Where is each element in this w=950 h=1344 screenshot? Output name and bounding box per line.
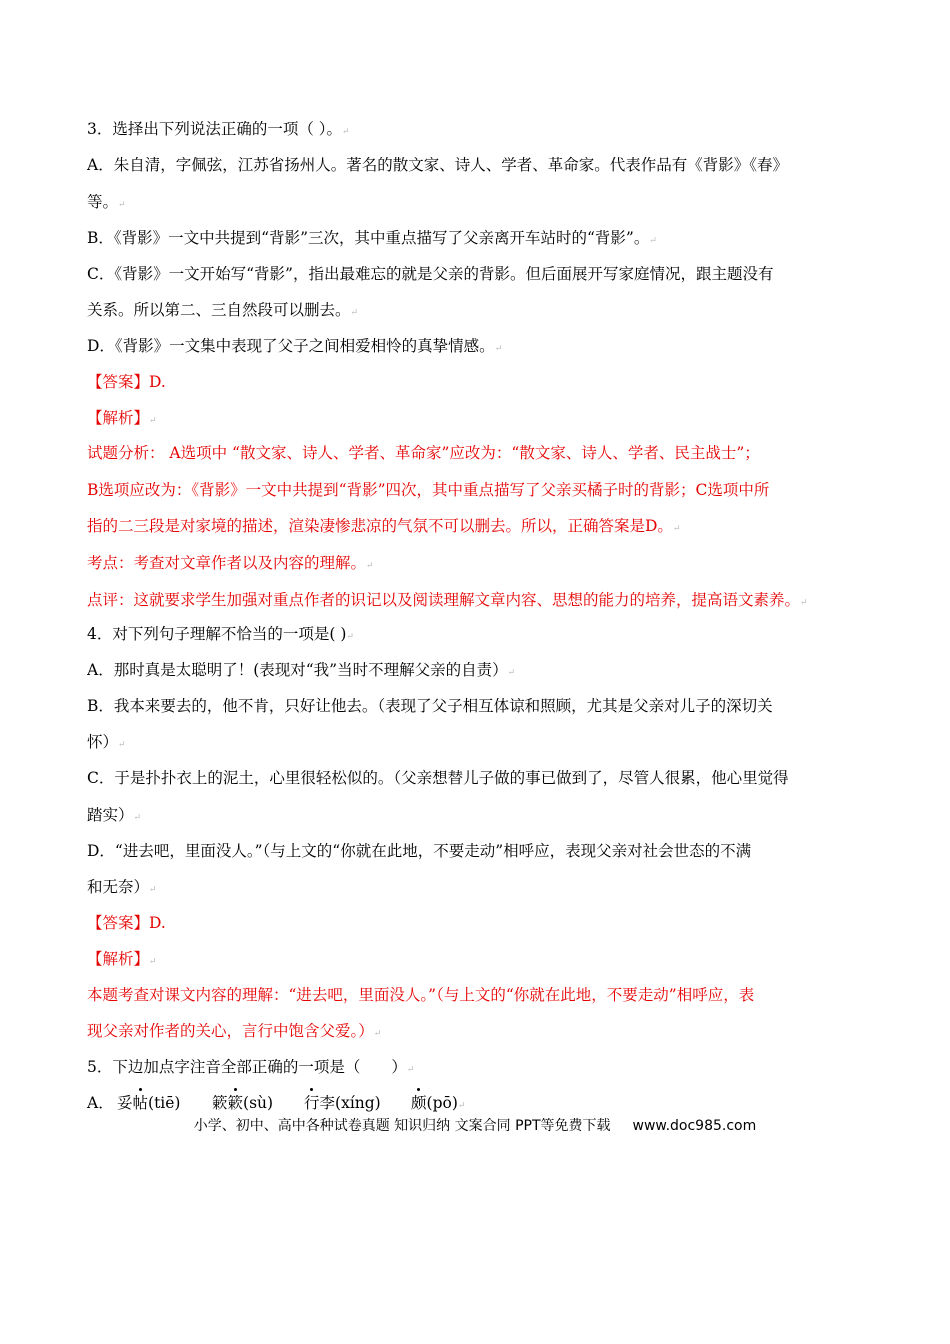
q3-option-c: C．《背影》一文开始写“背影”，指出最难忘的就是父亲的背影。但后面展开写家庭情况，跟主题没有 xyxy=(87,265,774,283)
footer-text: 小学、初中、高中各种试卷真题 知识归纳 文案合同 PPT等免费下载 xyxy=(193,1118,611,1134)
footer-url[interactable]: www.doc985.com xyxy=(632,1118,757,1134)
q4-option-b-cont: 怀）↵ xyxy=(87,733,126,751)
q4-option-c: C．于是扑扑衣上的泥土，心里很轻松似的。（父亲想替儿子做的事已做到了，尽管人很累，他心里觉得 xyxy=(87,769,789,787)
q5-word-2: 簌簌(sù) xyxy=(212,1094,274,1112)
q3-analysis-line-1: 试题分析： A选项中 “散文家、诗人、学者、革命家”应改为：“散文家、诗人、学者、民主战士”； xyxy=(87,444,760,462)
q4-option-d: D．“进去吧，里面没人。”（与上文的“你就在此地，不要走动”相呼应，表现父亲对社会世态的不满 xyxy=(87,842,752,860)
q5-word-3: 行李(xíng) xyxy=(304,1094,381,1112)
q4-option-a: A．那时真是太聪明了！(表现对“我”当时不理解父亲的自责）↵ xyxy=(87,661,516,679)
q5-word-4: 颇(pō)↵ xyxy=(411,1094,466,1112)
q3-analysis-line-3: 指的二三段是对家境的描述，渲染凄惨悲凉的气氛不可以删去。所以，正确答案是D。↵ xyxy=(87,517,681,535)
q4-answer: 【答案】D. xyxy=(87,914,166,932)
footer xyxy=(0,1116,950,1136)
q3-option-c-cont: 关系。所以第二、三自然段可以删去。↵ xyxy=(87,301,359,319)
q3-kaodian: 考点：考查对文章作者以及内容的理解。↵ xyxy=(87,554,374,572)
q3-dianping: 点评：这就要求学生加强对重点作者的识记以及阅读理解文章内容、思想的能力的培养，提高语文素养。↵ xyxy=(87,591,808,609)
q3-answer: 【答案】D. xyxy=(87,373,166,391)
q5-word-1: 妥帖(tiē) xyxy=(117,1094,181,1112)
q4-option-b: B．我本来要去的，他不肯，只好让他去。（表现了父子相互体谅和照顾，尤其是父亲对儿子的深切关 xyxy=(87,697,773,715)
q4-analysis-line-1: 本题考查对课文内容的理解：“进去吧，里面没人。”（与上文的“你就在此地，不要走动”相呼应，表 xyxy=(87,986,755,1004)
q5-option-a-label: A． xyxy=(87,1094,114,1112)
q4-option-c-cont: 踏实）↵ xyxy=(87,806,142,824)
q4-analysis-label: 【解析】↵ xyxy=(87,950,157,968)
q3-stem: 3．选择出下列说法正确的一项（ ）。↵ xyxy=(87,120,350,138)
q3-option-a-cont: 等。↵ xyxy=(87,193,126,211)
q4-stem: 4．对下列句子理解不恰当的一项是( )↵ xyxy=(87,625,354,643)
q3-analysis-label: 【解析】↵ xyxy=(87,409,157,427)
q4-analysis-line-2: 现父亲对作者的关心，言行中饱含父爱。）↵ xyxy=(87,1022,382,1040)
q3-option-b: B．《背影》一文中共提到“背影”三次，其中重点描写了父亲离开车站时的“背影”。↵ xyxy=(87,229,657,247)
q3-option-d: D．《背影》一文集中表现了父子之间相爱相怜的真挚情感。↵ xyxy=(87,337,503,355)
q3-option-a: A．朱自清，字佩弦，江苏省扬州人。著名的散文家、诗人、学者、革命家。代表作品有《背影》《春》 xyxy=(87,156,788,174)
q5-stem: 5．下边加点字注音全部正确的一项是（ ）↵ xyxy=(87,1058,415,1076)
q4-option-d-cont: 和无奈）↵ xyxy=(87,878,157,896)
q3-analysis-line-2: B选项应改为：《背影》一文中共提到“背影”四次，其中重点描写了父亲买橘子时的背影；C选项中所 xyxy=(87,481,770,499)
